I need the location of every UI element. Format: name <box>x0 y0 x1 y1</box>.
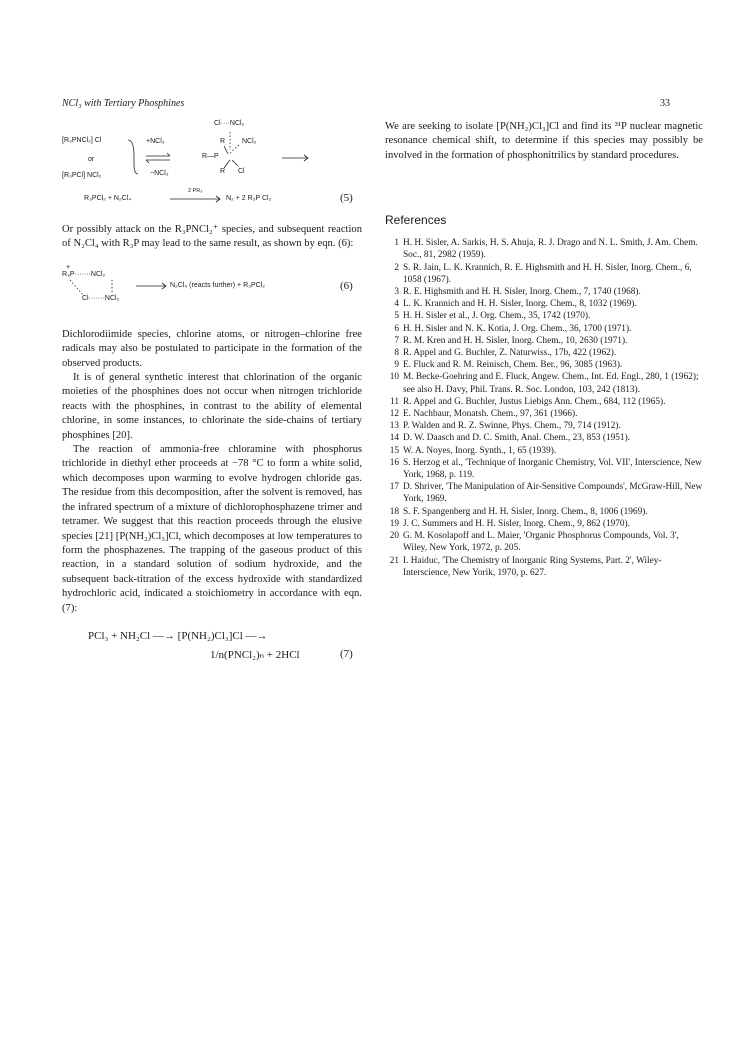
reference-number: 12 <box>389 409 399 420</box>
reference-number: 19 <box>389 518 399 529</box>
reference-number: 17 <box>389 482 399 493</box>
reference-item <box>385 420 703 432</box>
reference-item <box>385 237 703 261</box>
reference-item <box>385 335 703 347</box>
equation-number-5: (5) <box>340 192 353 204</box>
scheme-6-plus: + <box>66 263 71 271</box>
scheme-5-r-top: R <box>220 138 226 145</box>
reference-item <box>385 396 703 408</box>
scheme-5-bottom-right: N₂ + 2 R₃P Cl₂ <box>226 195 272 202</box>
scheme-5-left-bottom: [R₃PCl] NCl₂ <box>62 172 102 179</box>
references-heading: References <box>385 213 447 228</box>
equation-7 <box>62 626 362 666</box>
reference-text: R. Appel and G. Buchler, Justus Liebigs Ann. Chem., 684, 112 (1965). <box>403 396 666 407</box>
reference-number: 18 <box>389 506 399 517</box>
equation-number-7: (7) <box>340 647 353 660</box>
equation-7-line-2: 1/n(PNCl₂)ₙ + 2HCl <box>210 648 300 661</box>
scheme-5-arrow-label: 2 PR₃ <box>188 188 203 194</box>
reference-item <box>385 555 703 579</box>
scheme-5-left-top: [R₃PNCl₂] Cl <box>62 137 102 144</box>
equation-number-6: (6) <box>340 279 353 292</box>
reference-number: 1 <box>394 238 399 249</box>
reference-text: M. Becke-Goehring and E. Fluck, Angew. Chem., Int. Ed. Engl., 280, 1 (1962); see also H. Davy, Phil. Trans. R. Soc. London, 103, 242 (1813). <box>403 372 699 395</box>
scheme-5-r-bottom: R <box>220 168 226 175</box>
reference-text: H. H. Sisler, A. Sarkis, H. S. Ahuja, R. J. Drago and N. L. Smith, J. Am. Chem. Soc., 81, 2982 (1959). <box>403 238 698 261</box>
paragraph-chloramine: The reaction of ammonia-free chloramine with phosphorus trichloride in diethyl ether proceeds at −78 °C to form a white solid, which decomposes upon warming to evolve hydrogen chloride gas. The residue from this decomposition, after the solvent is removed, has the infrared spectrum of a mixture of dichlorophosphazene trimer and tetramer. We suggest that this reaction proceeds through the elusive species [21] [P(NH₂)Cl₃]Cl, which decomposes at low temperatures to form the phosphazenes. The trapping of the gaseous product of this reaction, in a standard solution of sodium hydroxide, and the subsequent back-titration of the excess hydroxide with standardized hydrochloric acid, indicated a stoichiometry in accordance with eqn. (7): <box>62 444 362 614</box>
reference-item <box>385 286 703 298</box>
reference-item <box>385 359 703 371</box>
reference-item <box>385 371 703 395</box>
reference-item <box>385 298 703 310</box>
equation-7-line-1: PCl₃ + NH₂Cl —→ [P(NH₂)Cl₃]Cl —→ <box>88 629 268 642</box>
reference-number: 14 <box>389 433 399 444</box>
reference-number: 11 <box>390 396 399 407</box>
reference-number: 2 <box>394 262 399 273</box>
reference-item <box>385 506 703 518</box>
reference-item <box>385 347 703 359</box>
reference-text: W. A. Noyes, Inorg. Synth., 1, 65 (1939). <box>403 445 557 456</box>
right-column <box>385 120 703 579</box>
scheme-5-bottom-left: R₃PCl₂ + N₂Cl₄ <box>84 195 132 202</box>
reference-item <box>385 432 703 444</box>
reaction-scheme-5 <box>62 120 362 215</box>
paragraph-dichlorodiimide: Dichlorodiimide species, chlorine atoms, or nitrogen–chlorine free radicals may also be postulated to participate in the formation of the observed products. <box>62 328 362 369</box>
reference-text: E. Nachbaur, Monatsh. Chem., 97, 361 (1966). <box>403 409 578 420</box>
reference-text: H. H. Sisler and N. K. Kotia, J. Org. Chem., 36, 1700 (1971). <box>403 323 632 334</box>
reference-item <box>385 310 703 322</box>
scheme-6-product: N₂Cl₄ (reacts further) + R₃PCl₂ <box>170 281 265 289</box>
reference-text: P. Walden and R. Z. Swinne, Phys. Chem., 79, 714 (1912). <box>403 421 621 432</box>
reference-item <box>385 408 703 420</box>
reference-item <box>385 262 703 286</box>
reference-item <box>385 323 703 335</box>
scheme-6-bottom: Cl·······NCl₂ <box>82 294 120 302</box>
reference-text: D. W. Daasch and D. C. Smith, Anal. Chem., 23, 853 (1951). <box>403 433 630 444</box>
left-column <box>62 120 362 666</box>
reference-text: L. K. Krannich and H. H. Sisler, Inorg. Chem., 8, 1032 (1969). <box>403 299 637 310</box>
reference-text: S. F. Spangenberg and H. H. Sisler, Inorg. Chem., 8, 1006 (1969). <box>403 506 648 517</box>
reference-number: 16 <box>389 457 399 468</box>
page-number: 33 <box>660 98 670 109</box>
reference-text: D. Shriver, 'The Manipulation of Air-Sensitive Compounds', McGraw-Hill, New York, 1969. <box>403 482 703 505</box>
reference-text: S. R. Jain, L. K. Krannich, R. E. Highsmith and H. H. Sisler, Inorg. Chem., 6, 1058 (1967). <box>403 262 692 285</box>
reference-item <box>385 481 703 505</box>
running-header: NCl₃ with Tertiary Phosphines <box>62 98 185 109</box>
scheme-5-ncl2-right: NCl₂ <box>242 138 257 145</box>
scheme-5-cl-bottom: Cl <box>238 168 245 175</box>
reference-item <box>385 530 703 554</box>
reference-number: 21 <box>389 555 399 566</box>
reaction-scheme-6 <box>62 264 362 314</box>
reference-number: 3 <box>394 287 399 298</box>
paragraph-chlorination: It is of general synthetic interest that chlorination of the organic moieties of the phosphines does not occur when nitrogen trichloride reacts with the phosphines, in contrast to the ability of elemental chlorine, in some instances, to chlorinate the side-chains of tertiary phosphines [20]. <box>62 372 362 441</box>
scheme-5-top-label: Cl····NCl₂ <box>214 120 245 127</box>
scheme-5-or: or <box>88 156 95 163</box>
reference-text: I. Haiduc, 'The Chemistry of Inorganic Ring Systems, Part. 2', Wiley-Interscience, New Yorik, 1970, p. 627. <box>403 555 662 578</box>
reference-text: E. Fluck and R. M. Reinisch, Chem. Ber., 96, 3085 (1963). <box>403 360 623 371</box>
references-list <box>385 237 703 579</box>
reference-number: 5 <box>394 311 399 322</box>
paragraph-isolate: We are seeking to isolate [P(NH₂)Cl₃]Cl and find its ³¹P nuclear magnetic resonance chemical shift, to determine if this species may possibly be involved in the formation of phosphonitrilics by standard procedures. <box>385 121 703 161</box>
reference-number: 9 <box>394 360 399 371</box>
scheme-5-r-left: R—P <box>202 153 219 160</box>
reference-number: 13 <box>389 421 399 432</box>
reference-text: R. E. Highsmith and H. H. Sisler, Inorg. Chem., 7, 1740 (1968). <box>403 287 641 298</box>
reference-number: 10 <box>389 372 399 383</box>
reference-text: R. Appel and G. Buchler, Z. Naturwiss., 17b, 422 (1962). <box>403 348 617 359</box>
reference-text: G. M. Kosolapoff and L. Maier, 'Organic Phosphorus Compounds, Vol. 3', Wiley, New York, 1972, p. 205. <box>403 531 679 554</box>
scheme-5-minus-ncl3: −NCl₃ <box>150 170 169 177</box>
reference-number: 7 <box>394 335 399 346</box>
reference-number: 4 <box>394 299 399 310</box>
reference-item <box>385 518 703 530</box>
reference-number: 20 <box>389 531 399 542</box>
scheme-6-top: R₃P·······NCl₂ <box>62 270 106 278</box>
paragraph-attack: Or possibly attack on the R₃PNCl₂⁺ species, and subsequent reaction of N₂Cl₄ with R₃P may lead to the same result, as shown by eqn. (6): <box>62 224 362 250</box>
reference-text: H. H. Sisler et al., J. Org. Chem., 35, 1742 (1970). <box>403 311 591 322</box>
scheme-6-lines <box>62 264 362 314</box>
reference-text: S. Herzog et al., 'Technique of Inorganic Chemistry, Vol. VII', Interscience, New York, 1968, p. 119. <box>403 457 702 481</box>
reference-item <box>385 457 703 481</box>
reference-number: 6 <box>394 323 399 334</box>
reference-text: R. M. Kren and H. H. Sisler, Inorg. Chem., 10, 2630 (1971). <box>403 335 628 346</box>
reference-number: 15 <box>389 445 399 456</box>
reference-text: J. C. Summers and H. H. Sisler, Inorg. Chem., 9, 862 (1970). <box>403 518 630 529</box>
scheme-5-plus-ncl3: +NCl₃ <box>146 138 165 145</box>
reference-number: 8 <box>394 348 399 359</box>
reference-item <box>385 445 703 457</box>
